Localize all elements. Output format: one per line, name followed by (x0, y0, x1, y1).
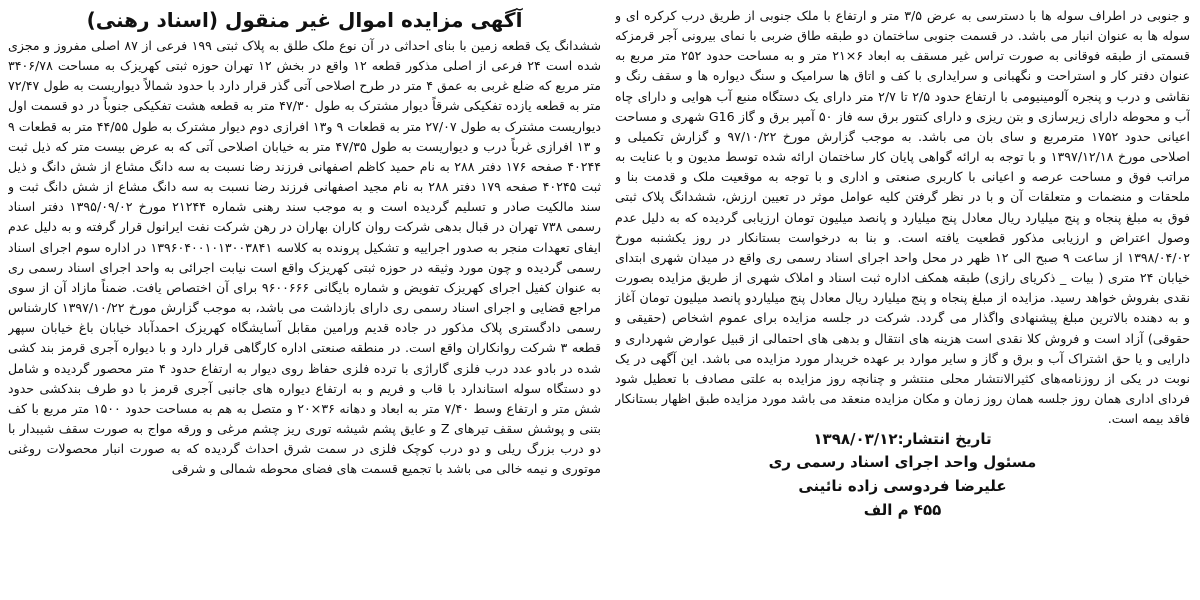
publish-date: تاریخ انتشار:۱۳۹۸/۰۳/۱۲ (813, 430, 992, 449)
right-column (8, 6, 601, 594)
notice-title: آگهی مزایده اموال غیر منقول (اسناد رهنی) (86, 8, 523, 32)
official-title: مسئول واحد اجرای اسناد رسمی ری (768, 453, 1037, 472)
official-name: علیرضا فردوسی زاده نائینی (798, 477, 1007, 496)
notice-body-left: و جنوبی در اطراف سوله ها با دسترسی به عرض ۳/۵ متر و ارتفاع با ملک جنوبی از طریق درب کرکره ای و سوله ها به عنوان انبار می باشد. در قسمت جنوبی ساختمان دو طبقه طاق ضربی با نمای بیرونی آجر قرمزکه قسمتی از طبقه فوقانی به صورت تراس غیر مسقف به ابعاد ۶×۲۱ متر و به مساحت حدود ۲۵۲ متر مربع به عنوان دفتر کار و استراحت و نگهبانی و سرایداری با کف و اتاق ها سرامیک و سنگ دیواره ها و سقف رنگ و نقاشی و درب و پنجره آلومینیومی با ارتفاع حدود ۲/۵ تا ۲/۷ متر دارای یک دستگاه منبع آب هوایی و دارای چاه آب و محوطه دارای زیرسازی و بتن ریزی و دارای کنتور برق سه فاز ۵۰ آمپر برق و گاز G16 شهری و مساحت اعیانی حدود ۱۷۵۲ مترمربع و سای بان می باشد. به موجب گزارش مورخ ۹۷/۱۰/۲۲ و گزارش تکمیلی و اصلاحی مورخ ۱۳۹۷/۱۲/۱۸ و با توجه به ارائه گواهی پایان کار ساختمان ارائه شده توسط مدیون و با عنایت به مراتب فوق و مساحت عرصه و اعیانی با کاربری صنعتی و اداری و با توجه به موقعیت ملک و قدمت بنا و ملحقات و منضمات و متعلقات آن و با در نظر گرفتن کلیه عوامل موثر در تعیین ارزش، ششدانگ پلاک ثبتی فوق به مبلغ پنجاه و پنج میلیارد ریال معادل پنج میلیارد و پانصد میلیون تومان ارزیابی گردیده که به دلیل عدم وصول اعتراض و ارزیابی مذکور قطعیت یافته است. و بنا به درخواست بستانکار در روز یکشنبه مورخ ۱۳۹۸/۰۴/۰۲ از ساعت ۹ صبح الی ۱۲ ظهر در محل واحد اجرای اسناد رسمی ری واقع در میدان شهری ابتدای خیابان ۲۴ متری ( بیات _ ذکریای رازی) طبقه همکف اداره ثبت اسناد و املاک شهری از طریق مزایده بصورت نقدی بفروش خواهد رسید. مزایده از مبلغ پنجاه و پنج میلیارد ریال معادل پنج میلیاردو پانصد میلیون تومان آغاز و به دهنده بالاترین مبلغ پیشنهادی واگذار می گردد. شرکت در جلسه مزایده برای عموم اشخاص (حقیقی و حقوقی) آزاد است و فروش کلا نقدی است هزینه های انتقال و بدهی های احتمالی از قبیل عوارض شهرداری و دارایی و یا حق اشتراک آب و برق و گاز و سایر موارد بر عهده خریدار مورد مزایده می باشد. این آگهی در یک نوبت در یکی از روزنامه‌های کثیرالانتشار محلی منتشر و چنانچه روز مزایده به علتی مصادف با تعطیل شود فردای اداری همان روز جلسه همان روز زمان و مکان مزایده منعقد می باشد مورد مزایده طبق اظهار بستانکار فاقد بیمه است. (615, 8, 1190, 427)
notice-body-right: ششدانگ یک قطعه زمین با بنای احداثی در آن نوع ملک طلق به پلاک ثبتی ۱۹۹ فرعی از ۸۷ اصلی مفروز و مجزی شده است ۲۴ فرعی از اصلی مذکور قطعه ۱۲ واقع در بخش ۱۲ تهران حوزه ثبتی کهریزک به مساحت ۳۴۰۶/۷۸ متر مربع که ضلع غربی به عمق ۴ متر در طرح اصلاحی آتی گذر قرار دارد با حدود شمالاً دیواریست به طول ۷۲/۴۷ متر به قطعه یازده تفکیکی شرقاً دیوار مشترک به طول ۴۷/۳۰ متر به قطعه هشت تفکیکی جنوباً در دو قسمت اول دیواریست مشترک به طول ۲۷/۰۷ متر به قطعات ۹ و۱۳ افرازی دوم دیوار مشترک به طول ۴۴/۵۵ متر به قطعات ۹ و ۱۳ افرازی غرباً درب و دیواریست به طول ۴۷/۳۵ متر به خیابان اصلاحی آتی که به عرض بیست متر که ذیل ثبت ۴۰۲۴۴ صفحه ۱۷۶ دفتر ۲۸۸ به نام حمید کاظم اصفهانی فرزند رضا نسبت به سه دانگ مشاع از شش دانگ و ذیل ثبت ۴۰۲۴۵ صفحه ۱۷۹ دفتر ۲۸۸ به نام مجید اصفهانی فرزند رضا نسبت به سه دانگ مشاع از شش دانگ ثبت و سند مالکیت صادر و تسلیم گردیده است و به موجب سند رهنی شماره ۲۱۲۴۴ مورخ ۱۳۹۵/۰۹/۰۲ دفتر اسناد رسمی ۷۳۸ تهران در قبال بدهی شرکت روان کاران بهاران در رهن شرکت نفت ایرانول قرار گرفته و به دلیل عدم ایفای تعهدات منجر به صدور اجراییه و تشکیل پرونده به کلاسه ۱۳۹۶۰۴۰۰۱۰۱۳۰۰۳۸۴۱ در اداره سوم اجرای اسناد رسمی گردیده و چون مورد وثیقه در حوزه ثبتی کهریزک واقع است نیابت اجرائی به واحد اجرای اسناد رسمی ری به عنوان کفیل اجرای کهریزک تفویض و شماره بایگانی ۹۶۰۰۶۶۶ برای آن اختصاص یافت. ضمناً مازاد آن از سوی مراجع قضایی و اجرای اسناد رسمی ری دارای بازداشت می باشد، به موجب گزارش مورخ ۱۳۹۷/۱۰/۲۲ کارشناس رسمی دادگستری پلاک مذکور در جاده قدیم ورامین مقابل آسایشگاه کهریزک احمدآباد خیابان باغ خیابان سپهر قطعه ۳ شرکت روانکاران واقع است. در منطقه صنعتی اداره کارگاهی قرار دارد و با دیواره آجری قرمز بند کشی شده در بادو عدد درب فلزی گاراژی با ترده فلزی حفاظ روی دیوار به ارتفاع حدود ۴ متر محصور گردیده و شامل دو دستگاه سوله استاندارد با قاب و فریم و به ارتفاع دیواره های جانبی آجری قرمز با دو طرف بندکشی حدود شش متر و ارتفاع وسط ۷/۴۰ متر به ابعاد و دهانه ۳۶×۲۰ و متصل به هم به مساحت حدود ۱۵۰۰ متر مربع با کف بتنی و پوشش سقف تیرهای Z و عایق پشم شیشه توری ریز چشم مرغی و ورقه مواج به صورت سقف شیبدار با دو درب بزرگ ریلی و دو درب کوچک فلزی در سمت شرق احداث گردیده که به صورت انبار محصولات روغنی موتوری و نیمه خالی می باشد با تجمیع قسمت های فضای محوطه شمالی و شرقی (8, 38, 601, 477)
left-column (615, 6, 1190, 594)
reference-code: ۴۵۵ م الف (863, 501, 942, 520)
